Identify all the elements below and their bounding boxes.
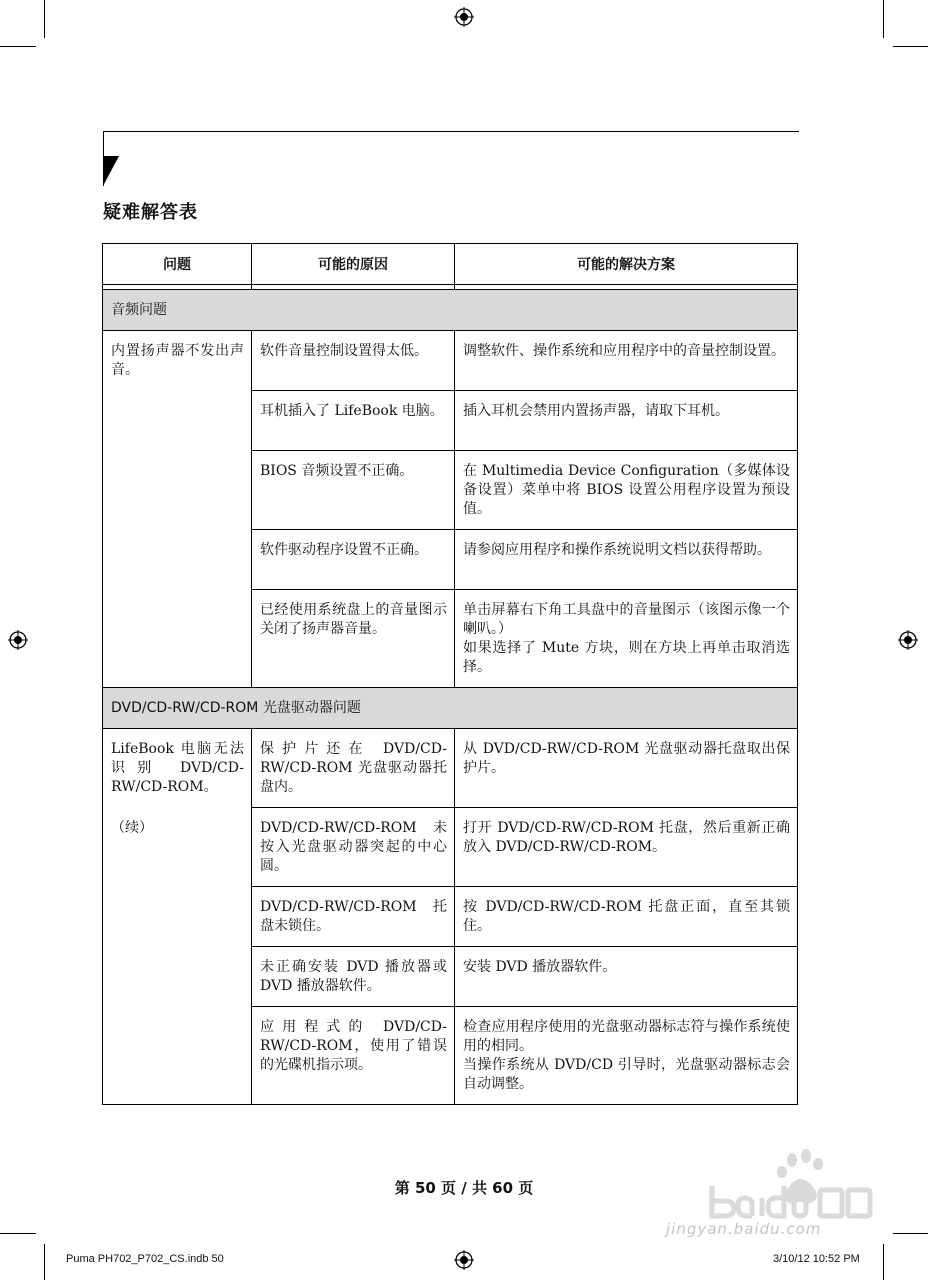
solution-cell: 插入耳机会禁用内置扬声器，请取下耳机。 [455, 391, 798, 451]
cause-cell: 软件驱动程序设置不正确。 [252, 530, 455, 590]
problem-cell [103, 729, 252, 1105]
table-row [103, 331, 798, 391]
solution-cell: 调整软件、操作系统和应用程序中的音量控制设置。 [455, 331, 798, 391]
slug-timestamp: 3/10/12 10:52 PM [773, 1253, 860, 1265]
cause-cell: 应用程式的 DVD/CD-RW/CD-ROM，使用了错误的光碟机指示项。 [252, 1007, 455, 1105]
cause-cell: BIOS 音频设置不正确。 [252, 451, 455, 530]
solution-cell: 按 DVD/CD-RW/CD-ROM 托盘正面，直至其锁住。 [455, 887, 798, 947]
solution-cell [455, 590, 798, 688]
crop-mark [893, 1233, 928, 1234]
crop-mark [0, 1233, 36, 1234]
cause-cell: 软件音量控制设置得太低。 [252, 331, 455, 391]
registration-mark-icon [898, 630, 918, 650]
crop-mark [893, 46, 928, 47]
cause-cell: 保护片还在 DVD/CD-RW/CD-ROM 光盘驱动器托盘内。 [252, 729, 455, 808]
solution-cell: 安装 DVD 播放器软件。 [455, 947, 798, 1007]
crop-mark [883, 1244, 884, 1280]
page-title: 疑难解答表 [103, 202, 198, 223]
problem-text: 内置扬声器不发出声音。 [111, 343, 244, 378]
solution-extra-text: 当操作系统从 DVD/CD 引导时，光盘驱动器标志会自动调整。 [463, 1057, 790, 1092]
solution-cell: 请参阅应用程序和操作系统说明文档以获得帮助。 [455, 530, 798, 590]
cause-cell: DVD/CD-RW/CD-ROM 未按入光盘驱动器突起的中心圆。 [252, 808, 455, 887]
cause-cell: 未正确安装 DVD 播放器或 DVD 播放器软件。 [252, 947, 455, 1007]
column-header-solution: 可能的解决方案 [455, 244, 798, 285]
problem-cell [103, 331, 252, 688]
solution-extra-text: 如果选择了 Mute 方块，则在方块上再单击取消选择。 [463, 640, 790, 675]
chapter-tab-icon [103, 156, 119, 186]
solution-cell: 在 Multimedia Device Configuration（多媒体设备设置）菜单中将 BIOS 设置公用程序设置为预设值。 [455, 451, 798, 530]
section-title: 音频问题 [103, 290, 798, 331]
solution-cell [455, 1007, 798, 1105]
problem-text: LifeBook 电脑无法识别 DVD/CD-RW/CD-ROM。 [111, 741, 244, 795]
solution-text: 检查应用程序使用的光盘驱动器标志符与操作系统使用的相同。 [463, 1019, 790, 1054]
column-header-problem: 问题 [103, 244, 252, 285]
registration-mark-icon [8, 630, 28, 650]
solution-cell: 打开 DVD/CD-RW/CD-ROM 托盘，然后重新正确放入 DVD/CD-RW/CD-ROM。 [455, 808, 798, 887]
crop-mark [883, 0, 884, 38]
header-rule [103, 131, 799, 132]
page-number: 第 50 页 / 共 60 页 [394, 1179, 534, 1197]
solution-text: 单击屏幕右下角工具盘中的音量图示（该图示像一个喇叭。） [463, 602, 790, 637]
watermark-text: jingyan.baidu.com [666, 1220, 822, 1238]
slug-file-info: Puma PH702_P702_CS.indb 50 [66, 1253, 224, 1265]
crop-mark [44, 0, 45, 38]
table-row [103, 729, 798, 808]
table-header-row [103, 244, 798, 285]
cause-cell: DVD/CD-RW/CD-ROM 托盘未锁住。 [252, 887, 455, 947]
section-header-optical-drive [103, 688, 798, 729]
troubleshooting-table [102, 243, 798, 1105]
cause-cell: 耳机插入了 LifeBook 电脑。 [252, 391, 455, 451]
registration-mark-icon [454, 7, 474, 27]
crop-mark [0, 46, 36, 47]
continued-note: （续） [111, 820, 153, 836]
solution-cell: 从 DVD/CD-RW/CD-ROM 光盘驱动器托盘取出保护片。 [455, 729, 798, 808]
crop-mark [44, 1244, 45, 1280]
registration-mark-icon [454, 1250, 474, 1270]
cause-cell: 已经使用系统盘上的音量图示关闭了扬声器音量。 [252, 590, 455, 688]
column-header-cause: 可能的原因 [252, 244, 455, 285]
section-header-audio [103, 290, 798, 331]
section-title: DVD/CD-RW/CD-ROM 光盘驱动器问题 [103, 688, 798, 729]
